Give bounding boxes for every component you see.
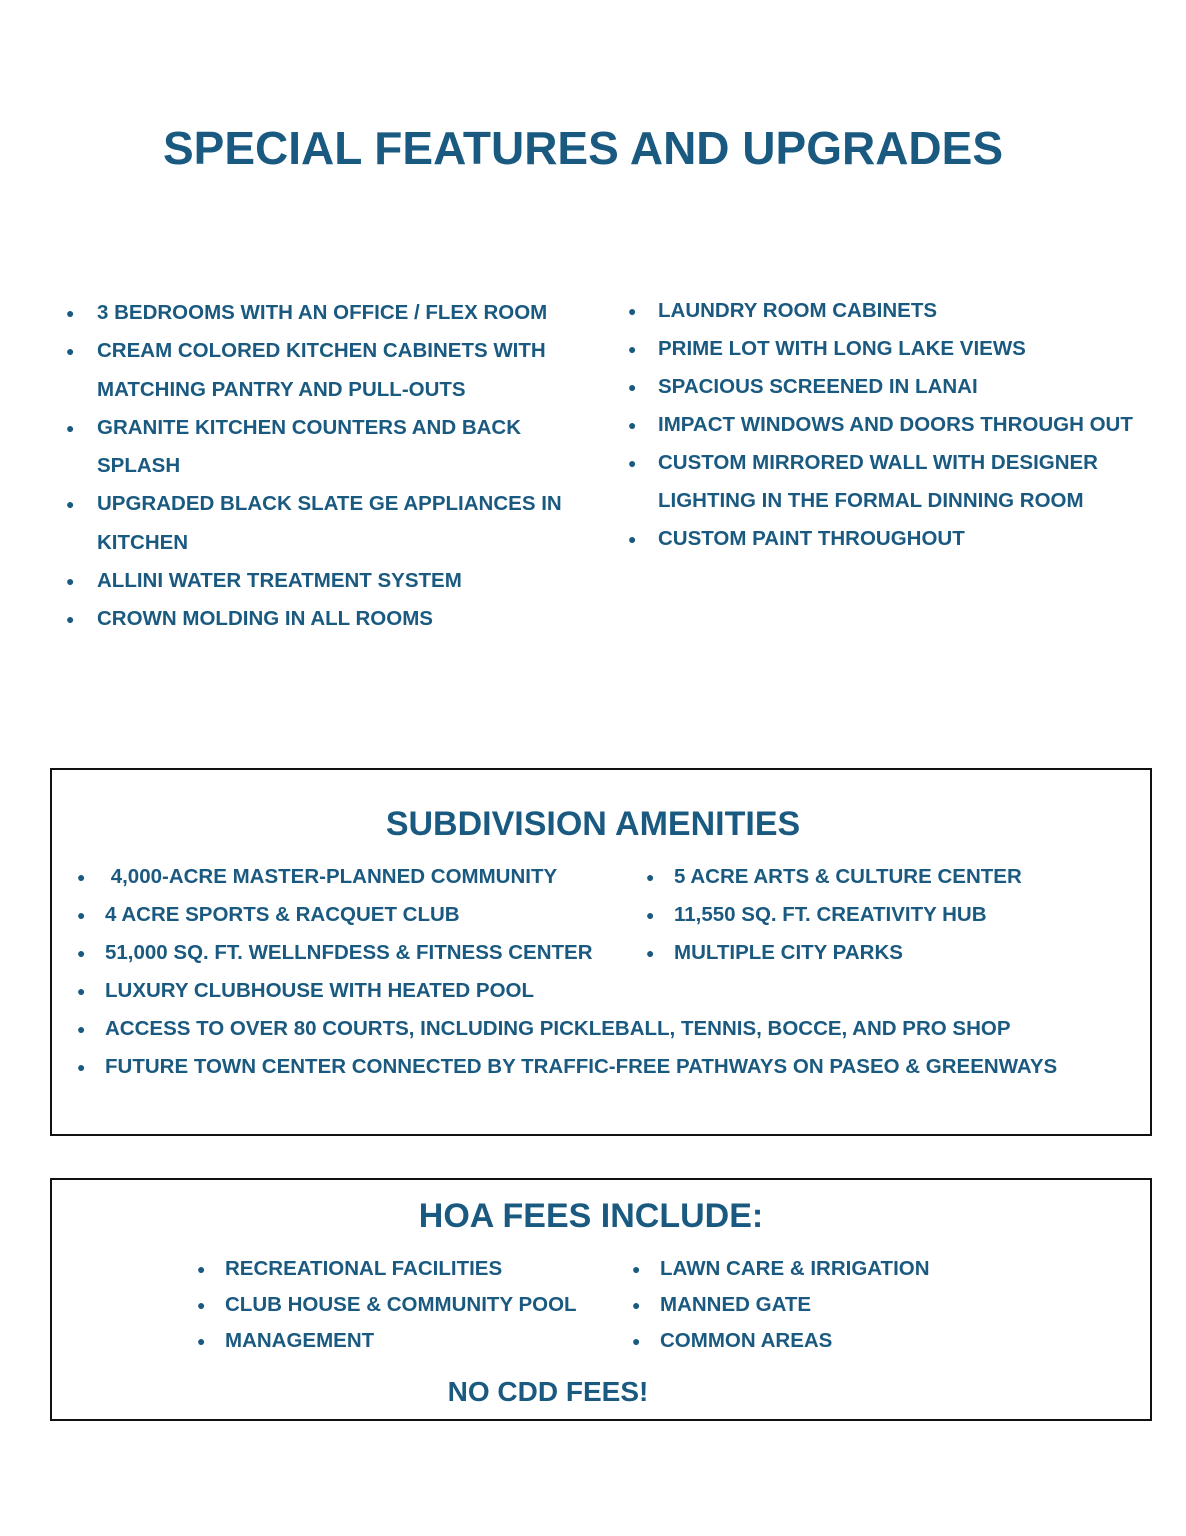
list-item: ● CLUB HOUSE & COMMUNITY POOL: [192, 1287, 612, 1323]
bullet-icon: ●: [77, 907, 86, 923]
bullet-icon: ●: [632, 1297, 641, 1313]
list-item: ● MANNED GATE: [627, 1287, 1047, 1323]
list-item: ● GRANITE KITCHEN COUNTERS AND BACK SPLASH: [62, 409, 602, 486]
list-item: ● COMMON AREAS: [627, 1323, 1047, 1359]
no-cdd-fees-note: NO CDD FEES!: [447, 1376, 649, 1407]
hoa-list-left: [192, 1251, 612, 1359]
list-item: ● ALLINI WATER TREATMENT SYSTEM: [62, 562, 602, 600]
list-item: ● CREAM COLORED KITCHEN CABINETS WITH MATCHING PANTRY AND PULL-OUTS: [62, 332, 602, 409]
bullet-icon: ●: [66, 305, 75, 321]
list-item: ● 5 ACRE ARTS & CULTURE CENTER: [641, 858, 1141, 896]
features-list-left: [62, 294, 602, 639]
bullet-icon: ●: [632, 1261, 641, 1277]
bullet-icon: ●: [66, 611, 75, 628]
bullet-icon: ●: [632, 1333, 641, 1349]
bullet-icon: ●: [628, 455, 637, 471]
list-item: ● PRIME LOT WITH LONG LAKE VIEWS: [624, 330, 1164, 368]
list-item: ● LAWN CARE & IRRIGATION: [627, 1251, 1047, 1287]
bullet-icon: ●: [628, 303, 637, 319]
bullet-icon: ●: [66, 496, 75, 513]
list-item: ● ACCESS TO OVER 80 COURTS, INCLUDING PICKLEBALL, TENNIS, BOCCE, AND PRO SHOP: [72, 1010, 1142, 1048]
bullet-icon: ●: [628, 417, 637, 433]
amenities-list-full: [72, 1010, 1142, 1086]
list-item: ● LUXURY CLUBHOUSE WITH HEATED POOL: [72, 972, 632, 1010]
hoa-heading: HOA FEES INCLUDE:: [418, 1197, 764, 1235]
bullet-icon: ●: [66, 343, 75, 360]
list-item: ● LAUNDRY ROOM CABINETS: [624, 292, 1164, 330]
bullet-icon: ●: [628, 531, 637, 547]
bullet-icon: ●: [66, 419, 75, 436]
bullet-icon: ●: [77, 945, 86, 961]
bullet-icon: ●: [646, 945, 655, 961]
list-item: ● RECREATIONAL FACILITIES: [192, 1251, 612, 1287]
bullet-icon: ●: [646, 869, 655, 885]
list-item: ● CROWN MOLDING IN ALL ROOMS: [62, 600, 602, 638]
hoa-list-right: [627, 1251, 1047, 1359]
list-item: ● SPACIOUS SCREENED IN LANAI: [624, 368, 1164, 406]
bullet-icon: ●: [66, 573, 75, 590]
amenities-list-left: [72, 858, 632, 1010]
list-item: ● IMPACT WINDOWS AND DOORS THROUGH OUT: [624, 406, 1164, 444]
list-item: ● UPGRADED BLACK SLATE GE APPLIANCES IN KITCHEN: [62, 485, 602, 562]
list-item: ● MULTIPLE CITY PARKS: [641, 934, 1141, 972]
bullet-icon: ●: [77, 1059, 86, 1075]
list-item: ● FUTURE TOWN CENTER CONNECTED BY TRAFFIC-FREE PATHWAYS ON PASEO & GREENWAYS: [72, 1048, 1142, 1086]
page-title: SPECIAL FEATURES AND UPGRADES: [162, 122, 1004, 174]
features-list-right: [624, 292, 1164, 558]
bullet-icon: ●: [646, 907, 655, 923]
bullet-icon: ●: [197, 1261, 206, 1277]
bullet-icon: ●: [77, 869, 86, 885]
list-item: ● 4 ACRE SPORTS & RACQUET CLUB: [72, 896, 632, 934]
list-item: ● 11,550 SQ. FT. CREATIVITY HUB: [641, 896, 1141, 934]
list-item: ● CUSTOM MIRRORED WALL WITH DESIGNER LIGHTING IN THE FORMAL DINNING ROOM: [624, 444, 1164, 520]
bullet-icon: ●: [77, 1021, 86, 1037]
list-item: ● MANAGEMENT: [192, 1323, 612, 1359]
bullet-icon: ●: [197, 1333, 206, 1349]
amenities-list-right: [641, 858, 1141, 972]
amenities-heading: SUBDIVISION AMENITIES: [385, 805, 801, 843]
bullet-icon: ●: [628, 341, 637, 357]
list-item: ● CUSTOM PAINT THROUGHOUT: [624, 520, 1164, 558]
list-item: ● 51,000 SQ. FT. WELLNFDESS & FITNESS CENTER: [72, 934, 632, 972]
bullet-icon: ●: [628, 379, 637, 395]
list-item: ● 4,000-ACRE MASTER-PLANNED COMMUNITY: [72, 858, 632, 896]
bullet-icon: ●: [197, 1297, 206, 1313]
bullet-icon: ●: [77, 983, 86, 999]
list-item: ● 3 BEDROOMS WITH AN OFFICE / FLEX ROOM: [62, 294, 602, 332]
